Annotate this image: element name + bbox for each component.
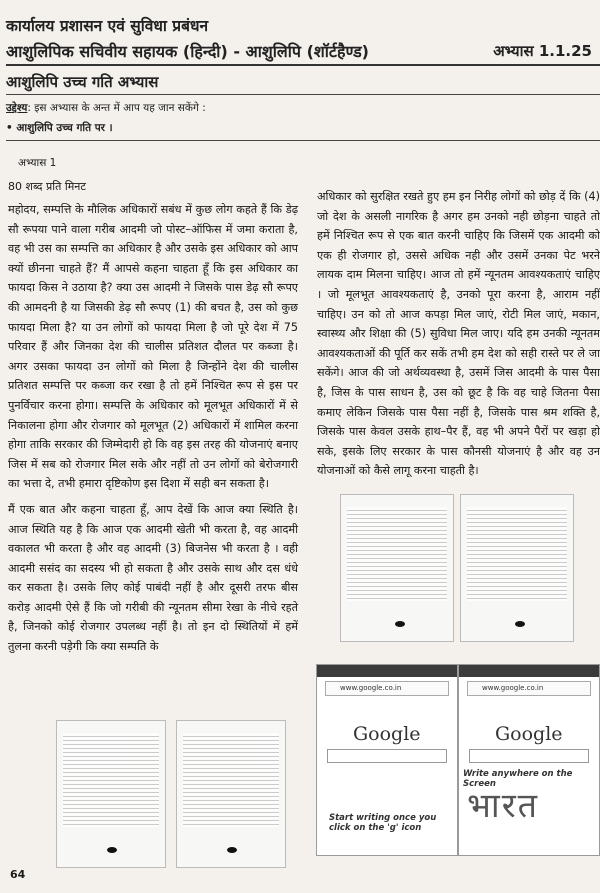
- paragraph: अधिकार को सुरक्षित रखते हुए हम इन निरीह लोगों को छोड़ दें कि (4) जो देश के असली नागरिक है अगर हम उनको नही छोड़ना चाहते तो हमें निश्चित रूप से एक बात करनी चाहिए कि जिसमें एक आदमी को एक ही रोजगार हो, उससे अधिक नही और उसमें उनका पेट भरने लायक दाम मिलना चाहिए। आज तो हमें न्यूनतम आवश्यकताएं चाहिए । जो मूलभूत आवश्यकताएं है, उनको पूरा करना है, आराम नहीं चाहिए। उन को तो आज कपड़ा मिल जाएं, रोटी मिल जाएं, मकान, स्वास्थ्य और शिक्षा की (5) सुविधा मिल जाए। यदि हम उनकी न्यूनतम आवश्यकताओं की पूर्ति कर सकें तभी हम देश को सही रास्ते पर ले जा सकेंगे। आज की जो अर्थव्यवस्था है, उसमें जिस आदमी के पास पैसा है, जिस के पास साधन है, उस को छूट है कि वह चाहे जितना पैसा कमाए लेकिन जिसके पास पैसा नहीं है, जिसके पास श्रम शक्ति है, जिसके पास केवल उसके हाथ–पैर हैं, वह भी अपने पैरों पर खड़ा हो सके, इसके लिए सरकार के पास कौनसी योजनाएं है और वह उन योजनाओं को कैसे लागू करना चाहती है।: [317, 190, 600, 478]
- paragraph: महोदय, सम्पत्ति के मौलिक अधिकारों सबंध में कुछ लोग कहते हैं कि डेढ़ सौ रूपया पाने वाला गरीब आदमी जो पोस्ट–ऑफिस में जमा कराता है, वह भी उस का सम्पत्ति का अधिकार है और उसके इस अधिकार को आप क्यों छीनना चाहते हैं? मैं आपसे कहना चाहता हूँ कि इस अधिकार का फायदा किस ने उठाया है? क्या उस आदमी ने जिसके पास डेढ़ सौ रूपए की आमदनी है या जिसकी डेढ़ सौ रूपए (1) की बचत है, उस को कुछ फायदा मिला है? या उन लोगों को फायदा मिला है जो पूरे देश में 75 परिवार हैं और जिनका देश की चालीस प्रतिशत दौलत पर कब्जा है। अगर उसका फायदा उन लोगों को मिला है जिन्होंने देश की चालीस प्रतिशत सम्पत्ति पर कब्जा कर रखा है तो हमें निश्चित रूप से इस पर पुनर्विचार करना होगा। सम्पत्ति के अधिकार को मूलभूत अधिकारों में से निकालना होगा और रोजगार को मूलभूत (2) अधिकारों में शामिल करना होगा ताकि सरकार की जिम्मेदारी हो कि वह इस तरह की योजनाएं बनाए जिस में सब को रोजगार मिल सके और नहीं तो उन लोगों को बेरोजगारी का भत्ता दे, तभी हमारा दृष्टिकोण इस दिशा में सही बन सकता है।: [8, 203, 298, 491]
- objective-text: : इस अभ्यास के अन्त में आप यह जान सकेंगे :: [27, 102, 206, 114]
- left-column: [8, 179, 298, 663]
- section-title: आशुलिपि उच्च गति अभ्यास: [6, 73, 159, 91]
- header-title-line2: आशुलिपिक सचिवीय सहायक (हिन्दी) - आशुलिपि (शॉर्टहैण्ड): [6, 42, 369, 61]
- hint-write-anywhere: Write anywhere on the Screen: [463, 769, 573, 789]
- exercise-number: अभ्यास 1.1.25: [493, 42, 592, 60]
- shorthand-page-image: [176, 720, 286, 868]
- section-divider: [6, 94, 600, 95]
- dot-marker: [107, 847, 117, 853]
- header-title-line1: कार्यालय प्रशासन एवं सुविधा प्रबंधन: [6, 17, 209, 35]
- search-box: [469, 749, 589, 763]
- address-bar: www.google.co.in: [467, 681, 591, 696]
- paragraph: मैं एक बात और कहना चाहता हूँ, आप देखें कि आज क्या स्थिति है। आज स्थिति यह है कि आज एक आदमी खेती भी करता है, वह आदमी वकालत भी करता है और वह आदमी (3) बिजनेस भी करता है । वही आदमी ससंद का सदस्य भी हो सकता है और उसके साथ और दस धंधे कर सकता है। उसके लिए कोई पाबंदी नहीं है और दूसरी तरफ बीस करोड़ आदमी ऐसे हैं कि जो गरीबी की न्यूनतम सीमा रेखा के नीचे रहते है, जिनको कोई रोजगार उपलब्ध नहीं है। तो इन दो स्थितियों में हमें तुलना करनी पड़ेगी कि क्या सम्पति के: [8, 502, 298, 654]
- google-screenshot-right: [458, 664, 600, 856]
- hint-start-writing: Start writing once you click on the 'g' icon: [329, 813, 437, 833]
- header-divider: [6, 64, 600, 66]
- objective-divider: [6, 140, 600, 141]
- shorthand-page-image: [56, 720, 166, 868]
- dot-marker: [227, 847, 237, 853]
- search-box: [327, 749, 447, 763]
- status-bar: [459, 665, 599, 677]
- dot-marker: [395, 621, 405, 627]
- shorthand-page-image: [460, 494, 574, 642]
- dot-marker: [515, 621, 525, 627]
- address-bar: www.google.co.in: [325, 681, 449, 696]
- page-number: 64: [10, 868, 26, 881]
- google-logo: Google: [353, 723, 421, 745]
- google-logo: Google: [495, 723, 563, 745]
- objective-line: [6, 101, 206, 115]
- shorthand-page-image: [340, 494, 454, 642]
- objective-label: उद्देश्य: [6, 102, 28, 114]
- exercise-label: अभ्यास 1: [18, 157, 57, 169]
- objective-bullet: • आशुलिपि उच्च गति पर ।: [6, 122, 113, 134]
- speed-label: 80 शब्द प्रति मिनट: [8, 180, 86, 193]
- google-screenshot-left: [316, 664, 458, 856]
- right-column: [317, 187, 600, 487]
- status-bar: [317, 665, 457, 677]
- handwritten-word: भारत: [467, 786, 539, 826]
